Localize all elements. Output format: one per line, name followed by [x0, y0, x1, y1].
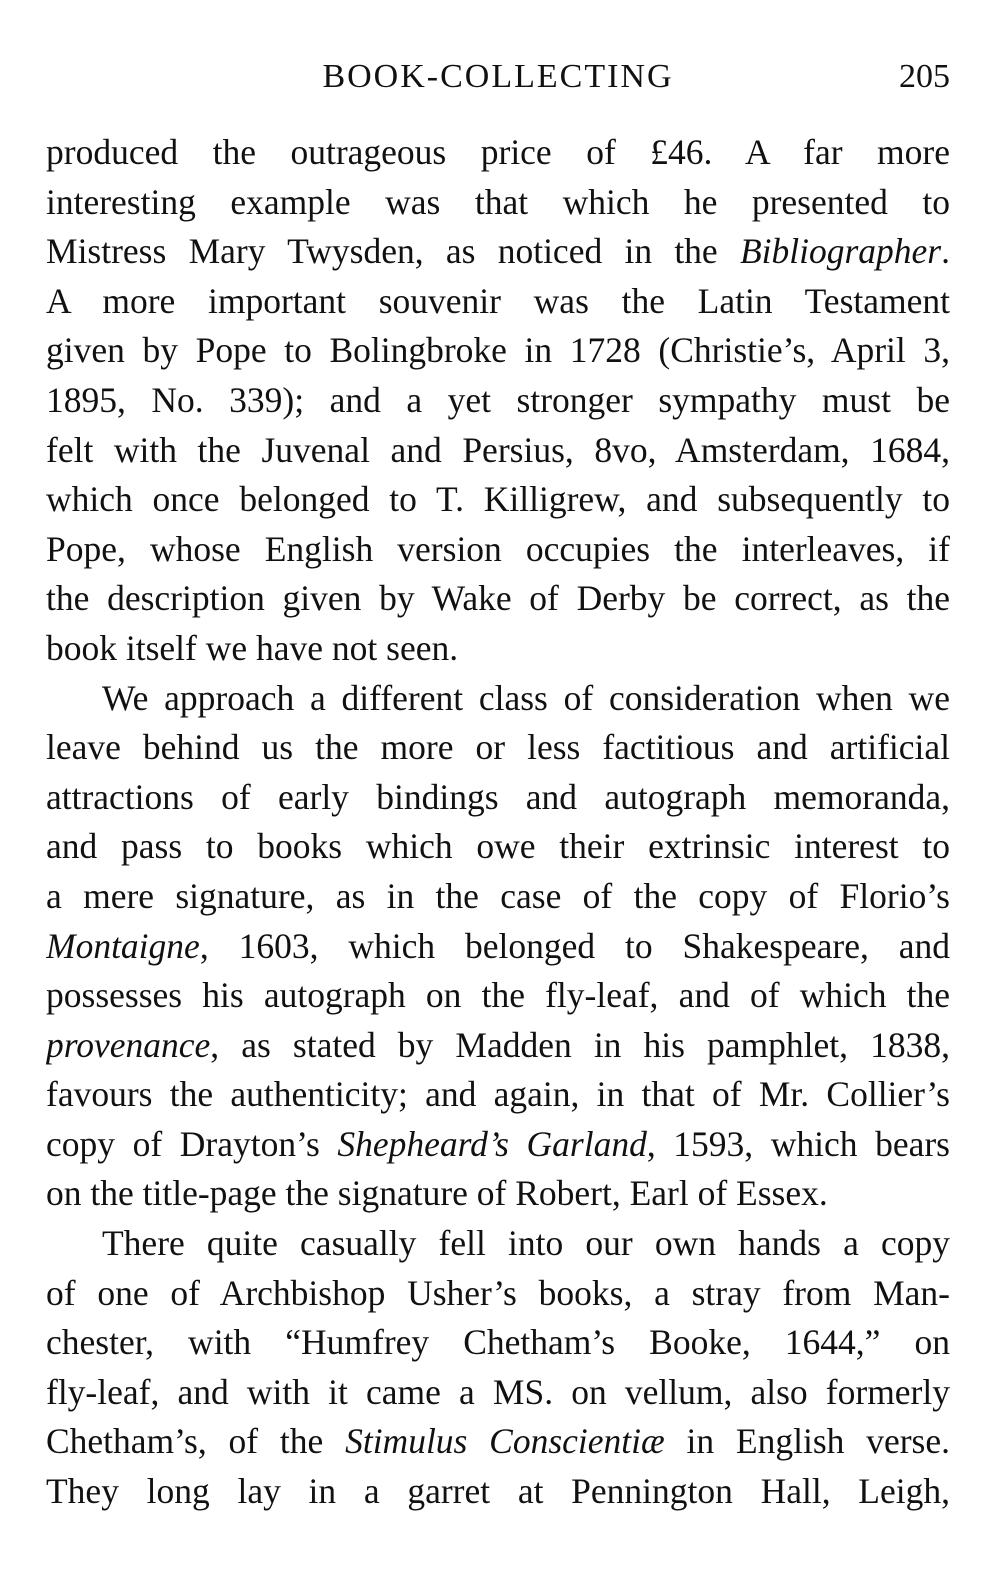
text-segment: attractions of early bindings and autograph memoranda, [46, 776, 950, 817]
text-segment: They long lay in a garret at Pennington Hall, Leigh, [46, 1471, 950, 1512]
italic-text: Shepheard’s Garland [337, 1123, 647, 1164]
text-segment: and pass to books which owe their extrinsic interest to [46, 826, 950, 867]
text-line [46, 326, 950, 376]
running-title: BOOK-COLLECTING [322, 58, 674, 95]
text-segment: produced the outrageous price of £46. A far more [46, 132, 950, 172]
text-segment: 1895, No. 339); and a yet stronger sympathy must be [46, 379, 950, 420]
text-segment: on the title-page the signature of Robert, Earl of Essex. [46, 1173, 828, 1214]
text-line [46, 1368, 950, 1418]
text-segment: fly-leaf, and with it came a MS. on vellum, also formerly [46, 1371, 950, 1412]
text-segment: , 1603, which belonged to Shakespeare, and [199, 925, 950, 966]
text-line [46, 1120, 950, 1170]
italic-text: Bibliographer [739, 231, 942, 272]
text-segment: copy of Drayton’s [46, 1123, 338, 1164]
text-line [46, 822, 950, 872]
text-segment: a mere signature, as in the case of the copy of Florio’s [46, 875, 950, 916]
text-segment: of one of Archbishop Usher’s books, a stray from Man- [46, 1272, 950, 1313]
text-segment: leave behind us the more or less factitious and artificial [46, 727, 950, 768]
text-segment: We approach a different class of consideration when we [102, 677, 950, 718]
text-line [46, 525, 950, 575]
text-segment: Pope, whose English version occupies the interleaves, if [46, 528, 950, 569]
text-line [46, 277, 950, 327]
text-segment: There quite casually fell into our own hands a copy [102, 1223, 950, 1264]
italic-text: provenance [46, 1024, 211, 1065]
text-segment: which once belonged to T. Killigrew, and subsequently to [46, 479, 950, 520]
text-line [46, 1219, 950, 1269]
text-line [46, 227, 950, 277]
text-segment: Chetham’s, of the [46, 1421, 346, 1462]
text-line [46, 574, 950, 624]
text-segment: given by Pope to Bolingbroke in 1728 (Christie’s, April 3, [46, 330, 950, 371]
text-segment: . [941, 231, 950, 272]
italic-text: Montaigne [46, 925, 200, 966]
text-segment: Mistress Mary Twysden, as noticed in the [46, 231, 740, 272]
text-segment: favours the authenticity; and again, in that of Mr. Collier’s [46, 1074, 950, 1115]
text-line [46, 178, 950, 228]
text-segment: , as stated by Madden in his pamphlet, 1838, [210, 1024, 950, 1065]
text-line [46, 1269, 950, 1319]
text-line [46, 128, 950, 178]
text-line [46, 1070, 950, 1120]
text-segment: book itself we have not seen. [46, 627, 459, 668]
text-line [46, 475, 950, 525]
body-text [46, 128, 950, 1517]
text-line [46, 1318, 950, 1368]
text-line [46, 376, 950, 426]
text-line [46, 872, 950, 922]
text-segment: chester, with “Humfrey Chetham’s Booke, 1644,” on [46, 1322, 950, 1363]
page-number: 205 [899, 58, 950, 95]
running-head [46, 52, 950, 102]
text-line [46, 1021, 950, 1071]
text-line [46, 922, 950, 972]
text-segment: A more important souvenir was the Latin Testament [46, 280, 950, 321]
text-line [46, 1169, 950, 1219]
text-line [46, 723, 950, 773]
text-line [46, 624, 950, 674]
text-segment: felt with the Juvenal and Persius, 8vo, Amsterdam, 1684, [46, 429, 950, 470]
text-line [46, 773, 950, 823]
text-segment: possesses his autograph on the fly-leaf, and of which the [46, 975, 950, 1016]
text-line [46, 426, 950, 476]
text-line [46, 1417, 950, 1467]
text-line [46, 1467, 950, 1517]
text-segment: , 1593, which bears [646, 1123, 950, 1164]
text-segment: in English verse. [664, 1421, 950, 1462]
text-segment: the description given by Wake of Derby be correct, as the [46, 578, 950, 619]
italic-text: Stimulus Conscientiæ [345, 1421, 665, 1462]
text-line [46, 674, 950, 724]
text-line [46, 971, 950, 1021]
text-segment: interesting example was that which he presented to [46, 181, 950, 222]
